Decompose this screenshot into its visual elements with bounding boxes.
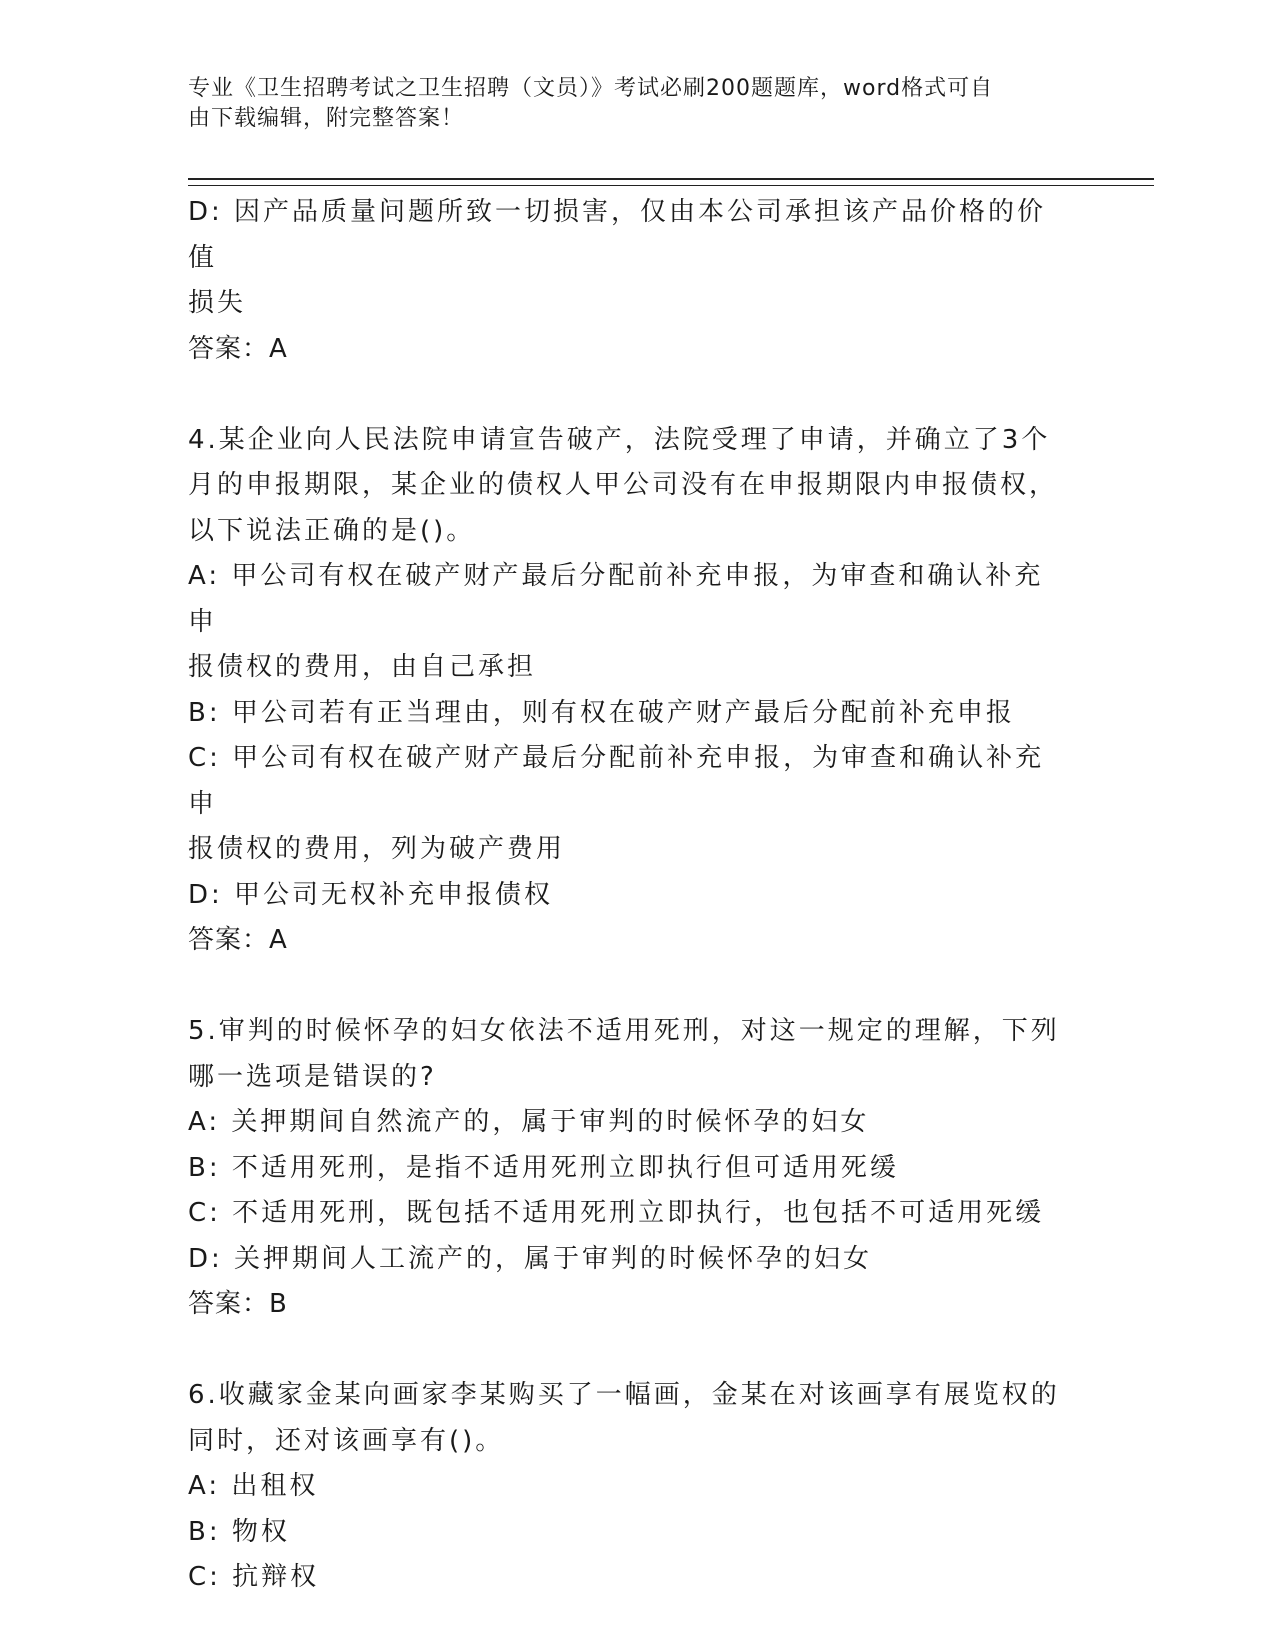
option-a: A: 关押期间自然流产的，属于审判的时候怀孕的妇女 (188, 1107, 870, 1137)
option-c: C: 甲公司有权在破产财产最后分配前补充申报，为审查和确认补充申 (188, 743, 1045, 819)
previous-question-fragment (188, 190, 1068, 372)
option-b: B: 甲公司若有正当理由，则有权在破产财产最后分配前补充申报 (188, 697, 1015, 728)
spacer (188, 964, 1068, 1010)
option-c: C: 抗辩权 (188, 1562, 320, 1592)
option-d-continued: 损失 (188, 288, 247, 318)
answer-line: 答案：A (188, 925, 288, 955)
question-stem-continued: 哪一选项是错误的? (188, 1061, 437, 1092)
question-stem-continued: 以下说法正确的是()。 (188, 515, 476, 546)
question-6 (188, 1373, 1068, 1601)
option-a: A: 甲公司有权在破产财产最后分配前补充申报，为审查和确认补充申 (188, 561, 1044, 637)
option-a: A: 出租权 (188, 1471, 319, 1501)
option-b: B: 不适用死刑，是指不适用死刑立即执行但可适用死缓 (188, 1152, 899, 1183)
option-b: B: 物权 (188, 1516, 290, 1547)
spacer (188, 1328, 1068, 1374)
question-stem: 4.某企业向人民法院申请宣告破产，法院受理了申请，并确立了3个 (188, 424, 1051, 455)
header-title-line-1: 专业《卫生招聘考试之卫生招聘（文员）》考试必刷200题题库，word格式可自 (188, 76, 994, 101)
answer-line: 答案：A (188, 333, 288, 364)
option-d: D: 关押期间人工流产的，属于审判的时候怀孕的妇女 (188, 1243, 873, 1274)
option-c: C: 不适用死刑，既包括不适用死刑立即执行，也包括不可适用死缓 (188, 1198, 1045, 1228)
question-4 (188, 418, 1068, 964)
option-d: D: 甲公司无权补充申报债权 (188, 879, 554, 910)
option-d: D: 因产品质量问题所致一切损害，仅由本公司承担该产品价格的价值 (188, 197, 1047, 273)
option-c-continued: 报债权的费用，列为破产费用 (188, 834, 566, 864)
question-stem-continued: 同时，还对该画享有()。 (188, 1425, 505, 1456)
header-divider (188, 178, 1154, 186)
answer-line: 答案：B (188, 1289, 288, 1319)
spacer (188, 372, 1068, 418)
question-5 (188, 1009, 1068, 1328)
document-body (188, 190, 1068, 1601)
question-stem: 5.审判的时候怀孕的妇女依法不适用死刑，对这一规定的理解，下列 (188, 1016, 1060, 1046)
document-header (188, 74, 1088, 134)
question-stem: 6.收藏家金某向画家李某购买了一幅画，金某在对该画享有展览权的 (188, 1380, 1060, 1410)
question-stem-continued: 月的申报期限，某企业的债权人甲公司没有在申报期限内申报债权， (188, 470, 1059, 500)
option-a-continued: 报债权的费用，由自己承担 (188, 652, 537, 682)
header-title-line-2: 由下载编辑，附完整答案！ (188, 106, 465, 131)
